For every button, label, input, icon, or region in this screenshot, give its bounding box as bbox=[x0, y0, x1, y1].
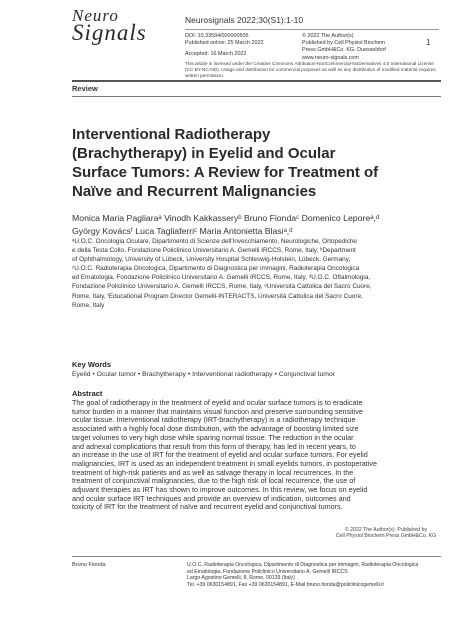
title-line: Naïve and Recurrent Malignancies bbox=[72, 183, 317, 200]
section-rule-top bbox=[72, 80, 441, 82]
affiliation-line: of Ophthalmology, University of Lübeck, University Hospital Schleswig-Holstein, Lübeck, Germany, bbox=[72, 256, 351, 264]
affiliations bbox=[72, 237, 447, 310]
page-number: 1 bbox=[426, 38, 431, 47]
publisher-info bbox=[302, 33, 386, 62]
affiliation-line: e della Testa Collo, Fondazione Policlinico Universitario A. Gemelli IRCCS, Rome, Italy, ᵇDepartment bbox=[72, 247, 356, 255]
author-line: Monica Maria Pagliaraᵃ Vinodh Kakkasseryᵇ Bruno Fiondaᶜ Domenico Leporeᵃ,ᵈ bbox=[72, 213, 380, 223]
abstract-line: ocular tissue. Interventional radiotherapy (IRT-brachytherapy) is a radiotherapy technique bbox=[72, 415, 356, 425]
affiliation-line: Rome, Italy bbox=[72, 301, 105, 309]
abstract-line: treatment of high-risk patients and as well as salvage therapy in local recurrences. In the bbox=[72, 467, 354, 477]
article-title bbox=[72, 125, 447, 201]
copyright-line-2: Cell Physiol Biochem Press GmbH&Co. KG bbox=[335, 533, 437, 540]
copyright-line-1: © 2022 The Author(s). Published by bbox=[344, 527, 428, 533]
affiliation-line: ed Ematologia, Fondazione Policlinico Universitario A. Gemelli IRCCS, Rome, Italy, ᵈU.O.C. Oftalmologia, bbox=[72, 274, 371, 282]
keywords-text: Eyelid • Ocular tumor • Brachytherapy • Interventional radiotherapy • Conjunctival tumor bbox=[72, 371, 336, 378]
abstract-line: and adnexal complications that result from this form of therapy, has led in recent years, to bbox=[72, 441, 356, 451]
logo-line-2: Signals bbox=[72, 20, 147, 46]
title-line: (Brachytherapy) in Eyelid and Ocular bbox=[72, 145, 336, 162]
affiliation-line: Rome, Italy, ᶠEducational Program Director Gemelli-INTERACTS, Università Cattolica del Sacro Cuore, bbox=[72, 292, 363, 300]
title-line: Surface Tumors: A Review for Treatment of bbox=[72, 164, 379, 181]
abstract-line: and ocular surface IRT techniques and provide an overview of indication, outcomes and bbox=[72, 493, 351, 503]
corresponding-author-name: Bruno Fionda bbox=[72, 562, 106, 568]
author-line: György Kovácsᶠ Luca Tagliaferriᶜ Maria Antonietta Blasiᵃ,ᵈ bbox=[72, 225, 293, 236]
doi-link[interactable]: DOI: 10.33594/000000505 bbox=[185, 33, 249, 39]
accepted-date: Accepted: 16 March 2022 bbox=[185, 51, 247, 58]
journal-logo bbox=[72, 6, 152, 47]
author-list bbox=[72, 212, 447, 237]
article-type-label: Review bbox=[72, 84, 98, 93]
affiliation-line: ᶜU.O.C. Radioterapia Oncologica, Dipartimento di Diagnostica per immagini, Radioterapia Oncologica bbox=[72, 265, 360, 273]
abstract-line: The goal of radiotherapy in the treatment of eyelid and ocular surface tumors is to eradicate bbox=[72, 398, 363, 407]
copyright-notice: © 2022 The Author(s) bbox=[302, 33, 354, 39]
section-rule-bottom bbox=[72, 96, 441, 97]
address-line: U.O.C. Radioterapia Oncologica, Dipartimento di Diagnostica per immagini, Radioterapia Oncologica bbox=[187, 562, 419, 568]
publisher-line-1: Published by Cell Physiol Biochem bbox=[302, 40, 385, 47]
abstract-line: adjuvant therapies as IRT has shown to improve outcomes. In this review, we focus on eyelid bbox=[72, 485, 368, 495]
abstract-line: toxicity of IRT for the treatment of naïve and recurrent eyelid and conjunctival tumors. bbox=[72, 502, 343, 512]
abstract-body bbox=[72, 399, 442, 512]
abstract-heading: Abstract bbox=[72, 389, 103, 398]
abstract-line: associated with a highly focal dose distribution, with the advantage of boosting limited size bbox=[72, 424, 359, 434]
abstract-line: an increase in the use of IRT for the treatment of eyelid and ocular surface tumors. For eyelid bbox=[72, 450, 368, 460]
affiliation-line: ᵃU.O.C. Oncologia Oculare, Dipartimento di Scienze dell'Invecchiamento, Neurologiche, Ortopediche bbox=[72, 238, 357, 245]
published-date: Published online: 25 March 2022 bbox=[185, 40, 264, 47]
journal-website-link[interactable]: www.neuro-signals.com bbox=[302, 54, 359, 61]
copyright-block bbox=[332, 527, 440, 540]
header-divider bbox=[185, 29, 439, 30]
article-meta bbox=[185, 33, 264, 59]
abstract-line: target volumes to very high dose while sparing normal tissue. The reduction in the ocular bbox=[72, 432, 354, 442]
affiliation-line: Fondazione Policlinico Universitario A. Gemelli IRCCS, Rome, Italy, ᵉUniversità Cattolica del Sacro Cuore, bbox=[72, 283, 372, 291]
abstract-line: treatment of conjunctival malignancies, due to the high risk of local recurrence, the use of bbox=[72, 476, 356, 486]
publisher-line-2: Press GmbH&Co. KG, Duesseldorf bbox=[302, 47, 386, 54]
abstract-line: malignancies, IRT is used as an independent treatment in small eyelids tumors, in postoperative bbox=[72, 458, 377, 468]
abstract-line: tumor burden in a manner that maintains visual function and preserve surrounding sensitive bbox=[72, 406, 363, 416]
keywords-heading: Key Words bbox=[72, 360, 112, 369]
address-line: Largo Agostino Gemelli, 8, Rome, 00139 (Italy) bbox=[187, 575, 295, 582]
logo-line-1: Neuro bbox=[72, 6, 119, 25]
correspondence-address bbox=[187, 562, 445, 588]
address-line: ed Ematologia, Fondazione Policlinico Universitario A. Gemelli IRCCS bbox=[187, 568, 348, 575]
contact-line[interactable]: Tel. +39 0630154891, Fax +39 0630154891, E-Mail bruno.fionda@policlinicogemelli.it bbox=[187, 581, 384, 588]
correspondence-rule bbox=[72, 556, 441, 557]
title-line: Interventional Radiotherapy bbox=[72, 126, 271, 143]
license-notice: This article is licensed under the Creative Commons Attribution-NonCommercial-NoDerivatives 4.0 International License (CC BY-NC-ND). Usage and distribution for commercial purposes as well as any distribution of modified material requires written permission. bbox=[185, 61, 436, 78]
journal-citation: Neurosignals 2022;30(S1):1-10 bbox=[185, 15, 304, 25]
